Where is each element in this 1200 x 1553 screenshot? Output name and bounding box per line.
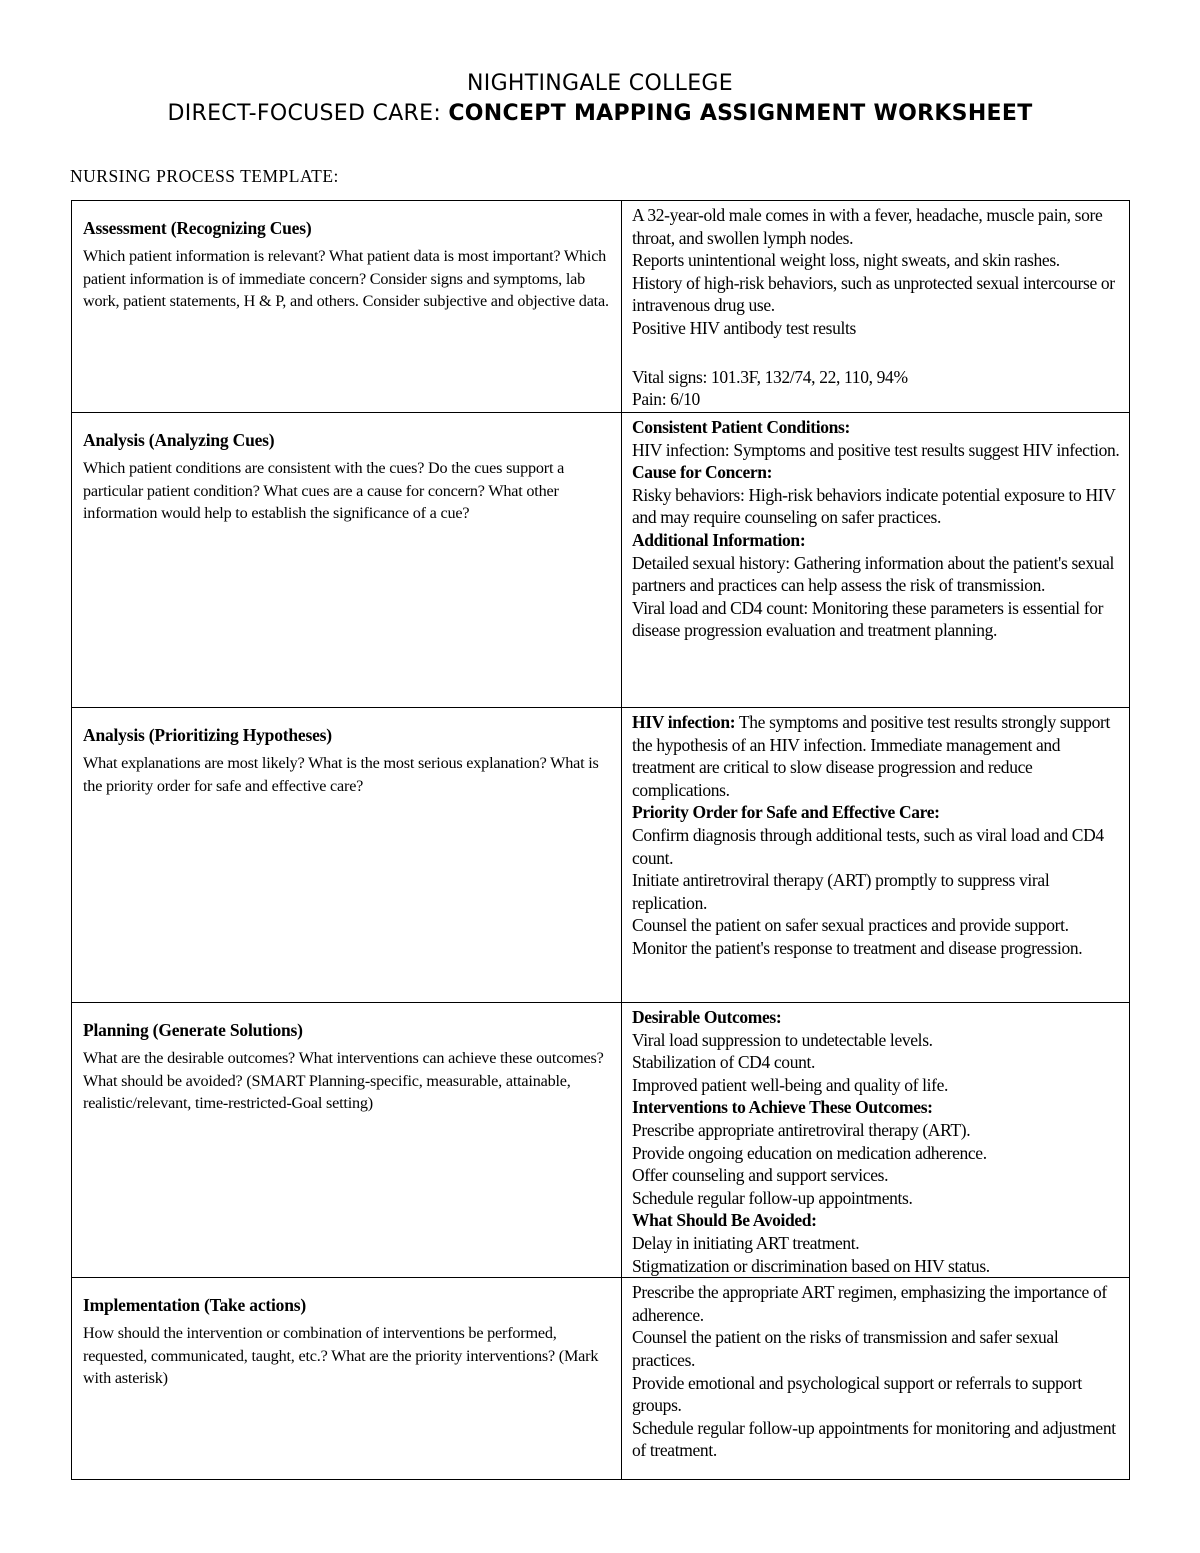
response-heading: Cause for Concern: xyxy=(632,462,773,483)
table-row-analyzing-cues xyxy=(72,413,1130,708)
response-cell-implementation xyxy=(622,1278,1130,1480)
phase-cell-prioritizing-hypotheses xyxy=(72,708,622,1003)
response-line: Vital signs: 101.3F, 132/74, 22, 110, 94% xyxy=(632,366,908,387)
table-row-implementation xyxy=(72,1278,1130,1480)
college-name: NIGHTINGALE COLLEGE xyxy=(467,71,733,96)
blank-line xyxy=(632,340,1121,366)
nursing-process-table xyxy=(71,200,1130,1480)
response-line: Delay in initiating ART treatment. xyxy=(632,1232,860,1253)
table-row-assessment xyxy=(72,201,1130,413)
phase-cell-planning xyxy=(72,1003,622,1278)
response-line: Confirm diagnosis through additional tests, such as viral load and CD4 count. xyxy=(632,824,1104,868)
phase-title: Planning (Generate Solutions) xyxy=(83,1020,303,1040)
response-heading: Additional Information: xyxy=(632,529,806,550)
response-line: Monitor the patient's response to treatment and disease progression. xyxy=(632,937,1083,958)
response-cell-prioritizing-hypotheses xyxy=(622,708,1130,1003)
response-line: Schedule regular follow-up appointments. xyxy=(632,1187,913,1208)
table-row-prioritizing-hypotheses xyxy=(72,708,1130,1003)
worksheet-title-prefix: DIRECT-FOCUSED CARE: xyxy=(167,101,449,126)
response-line: Stigmatization or discrimination based on HIV status. xyxy=(632,1255,990,1276)
response-line: Viral load and CD4 count: Monitoring these parameters is essential for disease progression evaluation and treatment planning. xyxy=(632,597,1104,641)
response-line: HIV infection: Symptoms and positive test results suggest HIV infection. xyxy=(632,439,1120,460)
phase-question: Which patient information is relevant? What patient data is most important? Which patient information is of immediate concern? Consider signs and symptoms, lab work, patient statements, H & P, and others. Consider subjective and objective data. xyxy=(83,247,609,311)
response-cell-planning xyxy=(622,1003,1130,1278)
phase-title: Assessment (Recognizing Cues) xyxy=(83,218,312,238)
response-line: Counsel the patient on the risks of transmission and safer sexual practices. xyxy=(632,1327,1059,1370)
phase-cell-assessment xyxy=(72,201,622,413)
phase-question: What explanations are most likely? What is the most serious explanation? What is the priority order for safe and effective care? xyxy=(83,754,599,795)
response-heading: Interventions to Achieve These Outcomes: xyxy=(632,1097,933,1118)
response-line: Provide ongoing education on medication adherence. xyxy=(632,1142,987,1163)
response-lead-heading: HIV infection: xyxy=(632,712,736,732)
response-lead-text: The symptoms and positive test results strongly support the hypothesis of an HIV infection. Immediate management and treatment are critical to slow disease progression and reduce complications. xyxy=(632,712,1110,800)
response-line: Detailed sexual history: Gathering information about the patient's sexual partners and practices can help assess the risk of transmission. xyxy=(632,552,1115,596)
response-heading: Priority Order for Safe and Effective Care: xyxy=(632,802,940,823)
response-line: Initiate antiretroviral therapy (ART) promptly to suppress viral replication. xyxy=(632,870,1050,913)
phase-cell-analyzing-cues xyxy=(72,413,622,708)
response-cell-assessment xyxy=(622,201,1130,413)
worksheet-title xyxy=(0,98,1200,130)
response-line: Risky behaviors: High-risk behaviors indicate potential exposure to HIV and may require counseling on safer practices. xyxy=(632,484,1116,528)
response-line: Offer counseling and support services. xyxy=(632,1165,889,1186)
response-line: Prescribe appropriate antiretroviral therapy (ART). xyxy=(632,1119,971,1140)
phase-question: How should the intervention or combination of interventions be performed, requested, communicated, taught, etc.? What are the priority interventions? (Mark with asterisk) xyxy=(83,1324,599,1388)
response-line: Viral load suppression to undetectable levels. xyxy=(632,1029,933,1050)
response-heading: Desirable Outcomes: xyxy=(632,1007,782,1027)
response-heading: What Should Be Avoided: xyxy=(632,1210,817,1231)
phase-title: Analysis (Analyzing Cues) xyxy=(83,430,275,450)
response-cell-analyzing-cues xyxy=(622,413,1130,708)
response-line: Reports unintentional weight loss, night sweats, and skin rashes. xyxy=(632,250,1060,271)
worksheet-title-strong: CONCEPT MAPPING ASSIGNMENT WORKSHEET xyxy=(448,101,1033,126)
phase-title: Implementation (Take actions) xyxy=(83,1295,306,1316)
response-line: Counsel the patient on safer sexual practices and provide support. xyxy=(632,915,1069,936)
phase-cell-implementation xyxy=(72,1278,622,1480)
template-label: NURSING PROCESS TEMPLATE: xyxy=(70,166,339,186)
phase-question: Which patient conditions are consistent with the cues? Do the cues support a particular patient condition? What cues are a cause for concern? What other information would help to establish the significance of a cue? xyxy=(83,459,565,523)
phase-title: Analysis (Prioritizing Hypotheses) xyxy=(83,725,332,745)
response-line: History of high-risk behaviors, such as unprotected sexual intercourse or intravenous drug use. xyxy=(632,272,1115,316)
response-line: A 32-year-old male comes in with a fever, headache, muscle pain, sore throat, and swollen lymph nodes. xyxy=(632,205,1103,248)
table-row-planning xyxy=(72,1003,1130,1278)
response-paragraph xyxy=(632,711,1121,801)
response-line: Stabilization of CD4 count. xyxy=(632,1052,816,1073)
phase-question: What are the desirable outcomes? What interventions can achieve these outcomes? What should be avoided? (SMART Planning-specific, measurable, attainable, realistic/relevant, time-restricted-Goal setting) xyxy=(83,1049,604,1113)
response-line: Provide emotional and psychological support or referrals to support groups. xyxy=(632,1372,1082,1416)
response-line: Schedule regular follow-up appointments for monitoring and adjustment of treatment. xyxy=(632,1417,1116,1461)
response-heading: Consistent Patient Conditions: xyxy=(632,417,850,437)
response-line: Prescribe the appropriate ART regimen, emphasizing the importance of adherence. xyxy=(632,1282,1107,1325)
response-line: Improved patient well-being and quality of life. xyxy=(632,1074,949,1095)
response-line: Pain: 6/10 xyxy=(632,389,700,410)
document-header xyxy=(0,70,1200,130)
response-line: Positive HIV antibody test results xyxy=(632,317,857,338)
